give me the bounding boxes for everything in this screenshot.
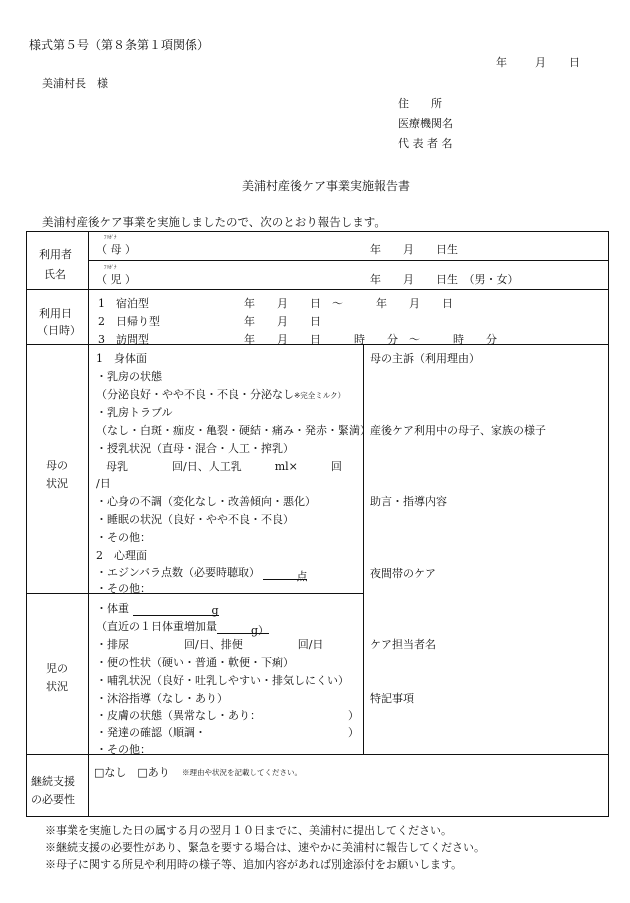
mother-physical-heading: 1 身体面: [96, 352, 147, 365]
continuation-label: 継続支援: [31, 775, 75, 788]
usage-type-visit: 3 訪問型: [98, 333, 149, 346]
advice-content: 助言・指導内容: [370, 495, 447, 508]
date-month: 月: [535, 56, 546, 69]
breast-state-options: （分泌良好・やや不良・不良・分泌なし※完全ミルク）: [96, 388, 346, 401]
mother-status-label-2: 状況: [46, 477, 68, 490]
development-check: ・発達の確認（順調・: [96, 726, 206, 739]
footnote-3: ※母子に関する所見や利用時の様子等、追加内容があれば別途添付をお願いします。: [45, 858, 463, 871]
mind-body-condition: ・心身の不調（変化なし・改善傾向・悪化）: [96, 495, 316, 508]
weight-gain-field: g）: [217, 622, 269, 634]
skin-condition: ・皮膚の状態（異常なし・あり：: [96, 709, 261, 722]
skin-close-paren: ）: [348, 709, 359, 722]
child-weight: ・体重 g: [96, 602, 219, 617]
family-state: 産後ケア利用中の母子、家族の様子: [370, 424, 546, 437]
footnote-1: ※事業を実施した日の属する月の翌月１０日までに、美浦村に提出してください。: [45, 824, 452, 837]
mother-birthdate: 年 月 日生: [370, 243, 458, 256]
bathing-guidance: ・沐浴指導（なし・あり）: [96, 692, 228, 705]
institution-label: 医療機関名: [398, 117, 453, 130]
date-year: 年: [496, 56, 507, 69]
development-close-paren: ）: [348, 726, 359, 739]
continuation-options: □なし □あり: [94, 766, 170, 779]
care-staff-name: ケア担当者名: [370, 638, 436, 651]
mother-label: （ 母 ）: [96, 243, 136, 256]
sleep-status: ・睡眠の状況（良好・やや不良・不良）: [96, 513, 294, 526]
child-status-label: 児の: [46, 662, 68, 675]
mother-mental-heading: 2 心理面: [96, 549, 147, 562]
usage-type-day: 2 日帰り型: [98, 315, 160, 328]
date-day: 日: [569, 56, 580, 69]
stool-type: ・便の性状（硬い・普通・軟便・下痢）: [96, 656, 294, 669]
child-label: （ 児 ）: [96, 273, 136, 286]
continuation-note: ※理由や状況を記載してください。: [182, 768, 302, 777]
furigana-mother: ﾌﾘｶﾞﾅ: [104, 235, 117, 241]
usage-dates-day: 年 月 日: [244, 315, 321, 328]
usage-dates-visit: 年 月 日 時 分 ～ 時 分: [244, 333, 497, 346]
user-label-name: 氏名: [44, 268, 66, 281]
mother-complaint: 母の主訴（利用理由）: [370, 352, 480, 365]
night-care: 夜間帯のケア: [370, 567, 436, 580]
mother-status-label: 母の: [46, 459, 68, 472]
usage-dates-stay: 年 月 日 ～ 年 月 日: [244, 297, 453, 310]
child-status-label-2: 状況: [46, 680, 68, 693]
score-field: 点: [263, 568, 307, 580]
edinburgh-score: ・エジンバラ点数（必要時聴取） 点: [96, 566, 308, 583]
furigana-child: ﾌﾘｶﾞﾅ: [104, 265, 117, 271]
representative-label: 代 表 者 名: [398, 137, 453, 150]
feeding-status: ・授乳状況（直母・混合・人工・搾乳）: [96, 442, 294, 455]
breast-state: ・乳房の状態: [96, 370, 162, 383]
usage-type-stay: 1 宿泊型: [98, 297, 149, 310]
mother-other-2: ・その他：: [96, 582, 151, 595]
breast-trouble: ・乳房トラブル: [96, 406, 173, 419]
user-label: 利用者: [39, 248, 72, 261]
mother-other-1: ・その他：: [96, 531, 151, 544]
usage-label: 利用日: [39, 307, 72, 320]
special-notes: 特記事項: [370, 692, 414, 705]
nursing-status: ・哺乳状況（良好・吐乳しやすい・排気しにくい）: [96, 674, 349, 687]
weight-field: g: [133, 604, 219, 616]
footnote-2: ※継続支援の必要性があり、緊急を要する場合は、速やかに美浦村に報告してください。: [45, 841, 485, 854]
feeding-amount-cont: /日: [96, 477, 111, 490]
excretion: ・排尿 回/日、排便 回/日: [96, 638, 324, 651]
form-number: 様式第５号（第８条第１項関係）: [29, 38, 210, 52]
feeding-amount: 母乳 回/日、人工乳 ml× 回: [106, 460, 342, 473]
usage-label-datetime: （日時）: [37, 324, 81, 337]
address-label: 住 所: [398, 97, 442, 110]
milk-note: ※完全ミルク）: [294, 391, 346, 400]
breast-trouble-options: （なし・白斑・痂皮・亀裂・硬結・痛み・発赤・緊満）: [96, 424, 371, 437]
weight-gain: （直近の１日体重増加量 g）: [96, 620, 269, 637]
addressee: 美浦村長 様: [42, 77, 108, 90]
intro-text: 美浦村産後ケア事業を実施しましたので、次のとおり報告します。: [42, 215, 386, 229]
continuation-label-2: の必要性: [31, 793, 75, 806]
child-other: ・その他：: [96, 743, 151, 756]
page-title: 美浦村産後ケア事業実施報告書: [242, 179, 411, 193]
child-birthdate: 年 月 日生 （男・女）: [370, 273, 519, 286]
